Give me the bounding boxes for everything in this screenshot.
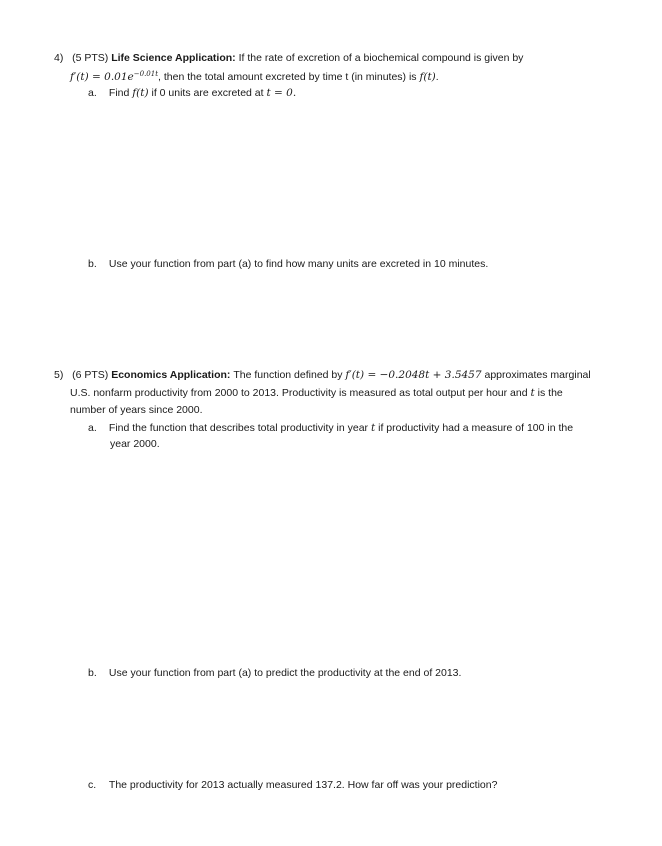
problem-5a-t: t [370,422,376,434]
problem-5-header [54,368,591,382]
problem-5a-text-3: year 2000. [110,438,160,450]
problem-4-header [54,51,523,65]
problem-4-formula-base: 0.01e [104,71,134,83]
problem-5-title: Economics Application: [111,369,231,381]
problem-5-text-2: U.S. nonfarm productivity from 2000 to 2013. Productivity is measured as total output per hour and [70,387,531,399]
problem-5a-label: a. [88,422,97,434]
problem-4a-t0: t = 0. [266,87,297,99]
problem-4-formula-exponent: −0.01t [133,70,159,78]
problem-4-text-2: , then the total amount excreted by time t (in minutes) is [158,71,420,83]
problem-5-text-2b: is the [534,387,563,399]
problem-5-t: t [530,387,535,399]
problem-4b [88,257,488,271]
problem-4-text-1: If the rate of excretion of a biochemical compound is given by [238,52,524,64]
problem-5-points: (6 PTS) [72,369,109,381]
problem-5a [88,421,573,435]
problem-5a-text-2: if productivity had a measure of 100 in the [375,422,574,434]
problem-4-ft: f(t) [419,71,436,83]
problem-4a-ft: f(t) [132,87,149,99]
problem-5c [88,778,497,792]
problem-4-period: . [435,71,439,83]
problem-4a-text-1: Find [108,87,133,99]
problem-4-formula-lhs: f′(t) = [70,71,105,83]
problem-5c-label: c. [88,779,97,791]
problem-5a-text-1: Find the function that describes total productivity in year [108,422,371,434]
problem-5-number: 5) [54,369,64,381]
problem-5-line-3 [70,403,203,417]
problem-4b-label: b. [88,258,97,270]
problem-4-number: 4) [54,52,64,64]
problem-5-formula: f′(t) = −0.2048t + 3.5457 [345,369,482,381]
problem-5c-text: The productivity for 2013 actually measured 137.2. How far off was your prediction? [108,779,498,791]
problem-5-text-1: The function defined by [233,369,346,381]
problem-4-points: (5 PTS) [72,52,109,64]
problem-4a [88,86,296,100]
problem-4a-text-2: if 0 units are excreted at [148,87,267,99]
problem-4-line-2 [70,67,439,84]
problem-5-line-2 [70,386,563,400]
problem-5b-label: b. [88,667,97,679]
problem-5b-text: Use your function from part (a) to predict the productivity at the end of 2013. [108,667,462,679]
problem-5-text-1b: approximates marginal [484,369,591,381]
problem-5b [88,666,461,680]
problem-5a-line-2 [110,437,160,451]
problem-5-text-3: number of years since 2000. [70,404,203,416]
problem-4b-text: Use your function from part (a) to find how many units are excreted in 10 minutes. [108,258,489,270]
problem-4-title: Life Science Application: [111,52,236,64]
problem-4a-label: a. [88,87,97,99]
